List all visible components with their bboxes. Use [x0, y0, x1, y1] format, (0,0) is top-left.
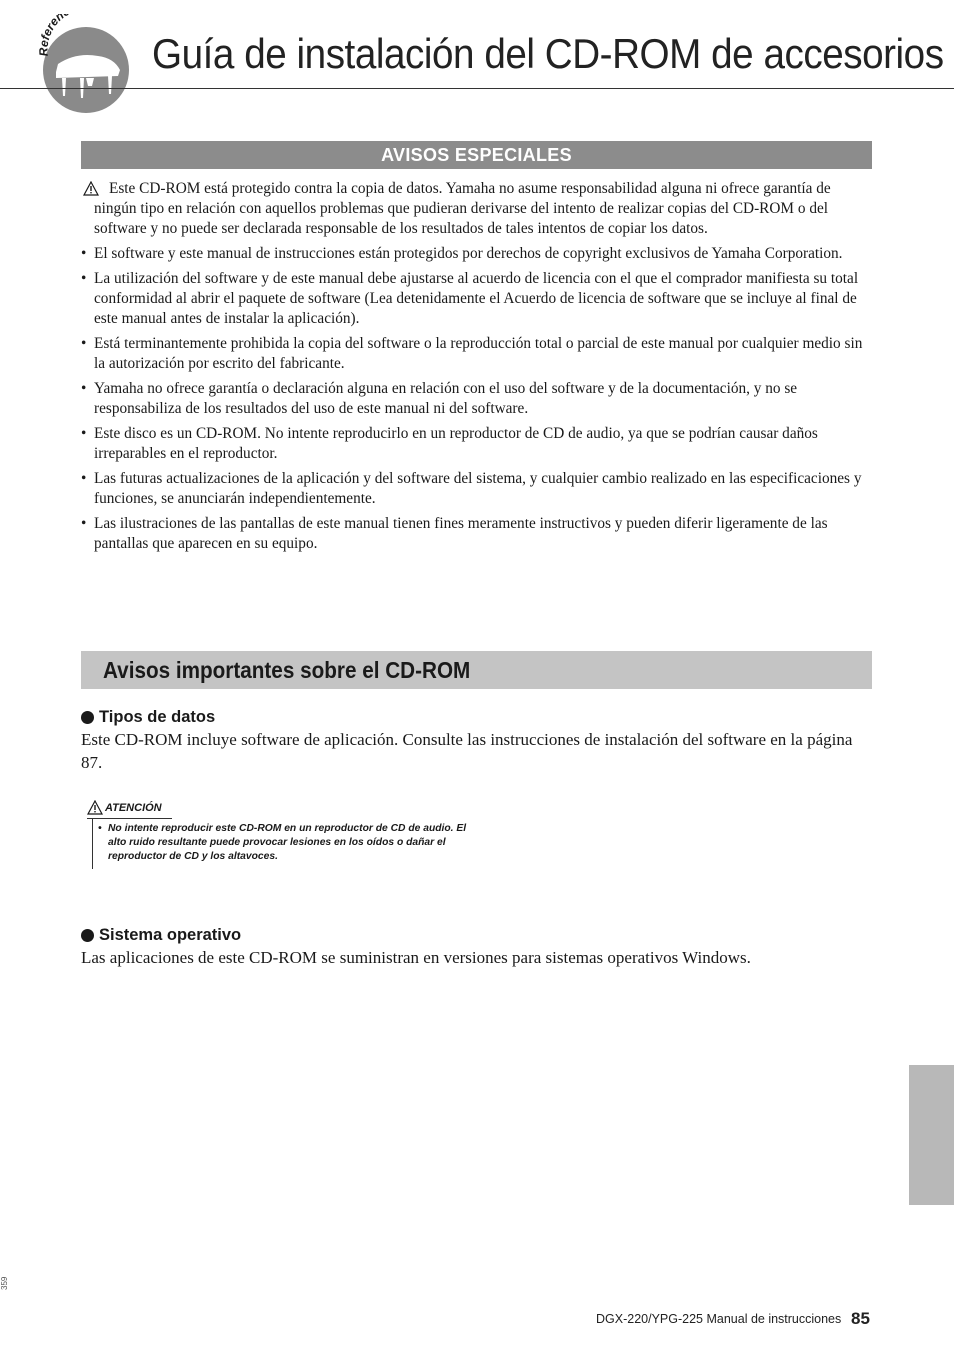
list-item: [81, 379, 873, 419]
bullet-dot-icon: [81, 711, 94, 724]
list-item-text: Yamaha no ofrece garantía o declaración alguna en relación con el uso del software y de la documentación, y no se responsabiliza de los resultados del uso de este manual ni del software.: [94, 380, 798, 417]
special-notices-list: [81, 179, 873, 559]
list-item: [81, 514, 873, 554]
subheading-sistema-operativo: [81, 926, 241, 945]
list-item-text: Las ilustraciones de las pantallas de este manual tienen fines meramente instructivos y pueden diferir ligeramente de las pantallas que aparecen en su equipo.: [94, 515, 828, 552]
section-heading-avisos-especiales: AVISOS ESPECIALES: [381, 144, 572, 165]
warning-triangle-icon: [87, 800, 103, 815]
list-item-text: El software y este manual de instrucciones están protegidos por derechos de copyright exclusivos de Yamaha Corporation.: [94, 245, 843, 262]
caution-text: No intente reproducir este CD-ROM en un reproductor de CD de audio. El alto ruido resultante puede provocar lesiones en los oídos o dañar el reproductor de CD y los altavoces.: [108, 823, 467, 862]
list-item: [81, 269, 873, 329]
caution-header: [87, 800, 467, 815]
bullet-marker: •: [81, 380, 87, 397]
list-item: [81, 244, 873, 264]
referencia-badge-text: Referen: [36, 14, 67, 57]
page-title: Guía de instalación del CD-ROM de accesorios: [152, 30, 944, 77]
subheading-text: Tipos de datos: [99, 708, 216, 726]
caution-text-block: [98, 822, 468, 864]
section-heading-avisos-cd-rom: Avisos importantes sobre el CD-ROM: [103, 656, 471, 683]
copy-protection-text: Este CD-ROM está protegido contra la copia de datos. Yamaha no asume responsabilidad alguna ni ofrece garantía de ningún tipo en relación con aquellos problemas que pudieran derivarse del intento de realizar copias del CD-ROM o del software y no puede ser declarada responsable de los resultados de tales intentos de copiar los datos.: [94, 180, 831, 237]
bullet-marker: •: [81, 335, 87, 352]
bullet-marker: •: [81, 470, 87, 487]
caution-left-rule: [92, 819, 93, 869]
subheading-text: Sistema operativo: [99, 926, 242, 944]
list-item-text: La utilización del software y de este manual debe ajustarse al acuerdo de licencia con el que el comprador manifiesta su total conformidad al abrir el paquete de software (Lea detenidamente el Acuerdo de licencia de software que se incluye al final de este manual antes de instalar la aplicación).: [94, 270, 859, 327]
list-item-text: Las futuras actualizaciones de la aplicación y del software del sistema, y cualquier cambio realizado en las especificaciones y funciones, se anunciarán independientemente.: [94, 470, 862, 507]
list-item-text: Está terminantemente prohibida la copia del software o la reproducción total o parcial de este manual por cualquier medio sin la autorización por escrito del fabricante.: [94, 335, 863, 372]
bullet-marker: •: [81, 515, 87, 532]
footer-manual-title: DGX-220/YPG-225 Manual de instrucciones: [596, 1312, 842, 1326]
bullet-marker: •: [81, 425, 87, 442]
list-item: [81, 469, 873, 509]
caution-top-rule: [87, 818, 172, 819]
caution-title: ATENCIÓN: [105, 801, 162, 814]
warning-triangle-icon: [83, 181, 99, 196]
referencia-piano-logo: [36, 14, 136, 114]
header-divider: [0, 88, 954, 89]
bullet-marker: •: [81, 245, 87, 262]
list-item: [81, 334, 873, 374]
page-code: 359: [0, 1276, 9, 1290]
subheading-tipos-de-datos: [81, 708, 215, 727]
section-heading-bar-avisos-cd-rom: [81, 651, 872, 689]
section-heading-bar-avisos-especiales: [81, 141, 872, 169]
bullet-dot-icon: [81, 929, 94, 942]
tipos-de-datos-paragraph: Este CD-ROM incluye software de aplicación. Consulte las instrucciones de instalación del software en la página 87.: [81, 730, 853, 772]
chapter-side-tab: [909, 1065, 954, 1205]
page-number: 85: [851, 1309, 870, 1328]
list-item: [81, 424, 873, 464]
list-item-text: Este disco es un CD-ROM. No intente reproducirlo en un reproductor de CD de audio, ya que se podrían causar daños irreparables en el reproductor.: [94, 425, 818, 462]
bullet-marker: •: [81, 270, 87, 287]
copy-protection-notice: [81, 179, 873, 239]
sistema-operativo-paragraph: Las aplicaciones de este CD-ROM se suministran en versiones para sistemas operativos Windows.: [81, 948, 751, 967]
bullet-marker: •: [98, 823, 102, 834]
